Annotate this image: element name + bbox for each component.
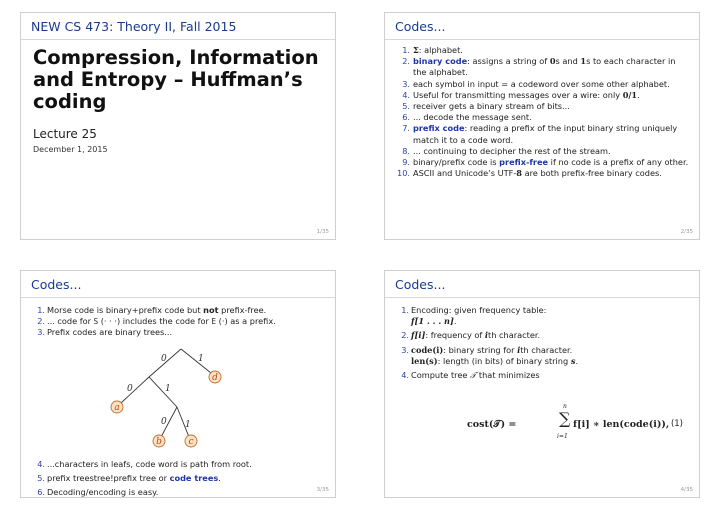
leaf-label: d bbox=[212, 373, 218, 383]
list-item: 1. Morse code is binary+prefix code but not prefix-free. bbox=[37, 305, 267, 315]
codes-list-top bbox=[33, 305, 325, 339]
page-number: 1/35 bbox=[316, 229, 329, 235]
list-item: 10. ASCII and Unicode’s UTF-8 are both prefix-free binary codes. bbox=[397, 168, 662, 179]
leaf-label: b bbox=[156, 437, 162, 447]
codes-list bbox=[397, 45, 689, 179]
list-item: 6. ... decode the message sent. bbox=[402, 112, 532, 123]
page-number: 2/35 bbox=[680, 229, 693, 235]
slide-2 bbox=[384, 12, 700, 240]
leaf-label: a bbox=[114, 403, 120, 413]
edge-label: 0 bbox=[161, 354, 167, 364]
list-item: 9. binary/prefix code is prefix-free if no code is a prefix of any other. bbox=[402, 157, 689, 168]
list-item: 3. code(i): binary string for ith character. len(s): length (in bits) of binary string s. bbox=[401, 344, 579, 366]
list-item: 5. prefix treestree!prefix tree or code trees. bbox=[37, 473, 221, 484]
course-header: NEW CS 473: Theory II, Fall 2015 bbox=[31, 19, 237, 34]
code-tree-diagram bbox=[61, 347, 251, 455]
equation-rhs: f[i] ∗ len(code(i)), bbox=[573, 419, 670, 430]
equation-lhs: cost(𝒯) = bbox=[467, 419, 517, 430]
lecture-number: Lecture 25 bbox=[33, 127, 97, 141]
slide-4 bbox=[384, 270, 700, 498]
slide-1 bbox=[20, 12, 336, 240]
list-item: 4. ...characters in leafs, code word is path from root. bbox=[37, 459, 252, 469]
leaf-label: c bbox=[188, 437, 194, 447]
list-item: 4. Useful for transmitting messages over a wire: only 0/1. bbox=[402, 89, 640, 100]
sum-symbol: ∑ bbox=[559, 409, 571, 428]
header-rule bbox=[385, 297, 699, 298]
edge-label: 1 bbox=[165, 384, 171, 394]
list-item: 1. Σ: alphabet. bbox=[402, 45, 463, 55]
sum-upper-limit: n bbox=[563, 403, 567, 410]
page-number: 3/35 bbox=[316, 487, 329, 493]
slide-3 bbox=[20, 270, 336, 498]
lecture-title: Compression, Information and Entropy – Huffman’s coding bbox=[33, 46, 319, 113]
slide-title: Codes... bbox=[395, 277, 446, 292]
list-item: 4. Compute tree 𝒯 that minimizes bbox=[401, 370, 540, 381]
list-item: 1. Encoding: given frequency table: f[1 . . . n]. bbox=[401, 305, 547, 327]
edge-label: 1 bbox=[185, 420, 191, 430]
list-item: 3. each symbol in input = a codeword over some other alphabet. bbox=[402, 78, 670, 89]
list-item: 3. Prefix codes are binary trees... bbox=[37, 327, 173, 338]
list-item: 2. binary code: assigns a string of 0s and 1s to each character in the alphabet. bbox=[402, 56, 676, 78]
header-rule bbox=[21, 39, 335, 40]
edge-label: 1 bbox=[198, 354, 204, 364]
page-number: 4/35 bbox=[680, 487, 693, 493]
equation-number: (1) bbox=[670, 419, 683, 429]
list-item: 2. ... code for S (· · ·) includes the code for E (·) as a prefix. bbox=[37, 316, 276, 327]
codes-list-bottom bbox=[33, 459, 325, 498]
slide-title: Codes... bbox=[31, 277, 82, 292]
sum-lower-limit: i=1 bbox=[557, 433, 568, 440]
header-rule bbox=[385, 39, 699, 40]
encoding-list bbox=[397, 305, 689, 381]
list-item: 7. prefix code: reading a prefix of the input binary string uniquely match it to a code word. bbox=[402, 123, 678, 145]
lecture-date: December 1, 2015 bbox=[33, 145, 108, 154]
list-item: 6. Decoding/encoding is easy. bbox=[37, 487, 159, 498]
edge-label: 0 bbox=[127, 384, 133, 394]
cost-equation bbox=[405, 403, 691, 447]
slide-title: Codes... bbox=[395, 19, 446, 34]
header-rule bbox=[21, 297, 335, 298]
list-item: 5. receiver gets a binary stream of bits... bbox=[402, 101, 570, 112]
list-item: 2. f[i]: frequency of ith character. bbox=[401, 330, 541, 341]
list-item: 8. ... continuing to decipher the rest of the stream. bbox=[402, 145, 611, 156]
edge-label: 0 bbox=[161, 417, 167, 427]
